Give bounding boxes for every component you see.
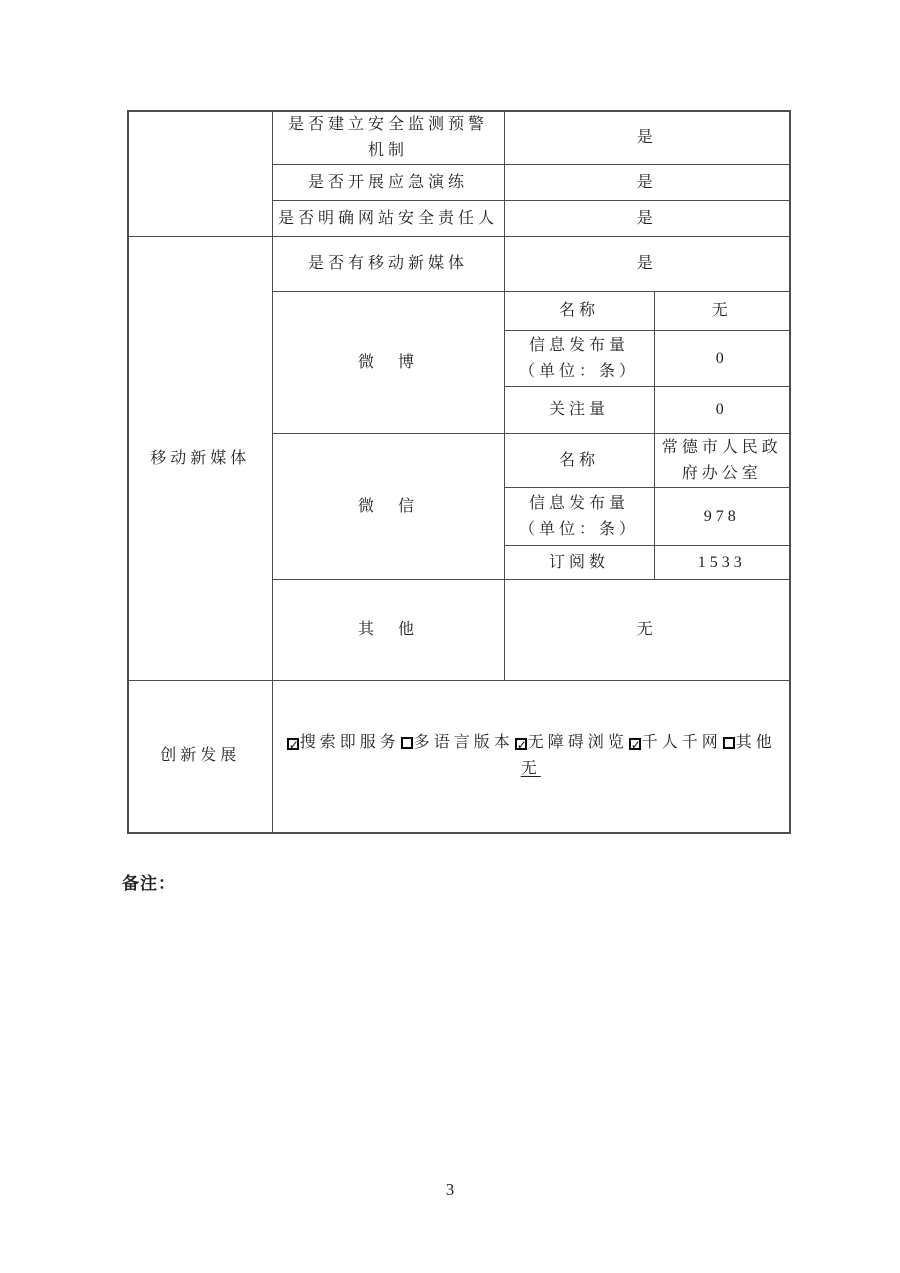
cell-has-mobile-media-value: 是 [504, 237, 790, 292]
cell-wechat-label: 微 信 [272, 434, 504, 580]
cell-has-mobile-media-label: 是否有移动新媒体 [272, 237, 504, 292]
cell-blank-section-header [128, 111, 272, 237]
cell-innovation-section-label: 创新发展 [128, 681, 272, 833]
cell-innovation-content [272, 681, 790, 833]
label-line: 信息发布量 [528, 494, 629, 512]
cell-other-media-value: 无 [504, 580, 790, 681]
innovation-option-label: 其他 [735, 734, 776, 752]
cell-mobile-media-section-label: 移动新媒体 [128, 237, 272, 681]
innovation-option [722, 734, 776, 751]
cell-wechat-volume-label [504, 488, 654, 546]
cell-wechat-name-value: 常德市人民政府办公室 [654, 434, 790, 488]
notes-label: 备注： [122, 874, 176, 893]
checkbox-checked-icon: ✓ [516, 738, 527, 753]
label-line: 是否建立安全监测预警 [287, 116, 488, 133]
cell-wechat-name-label: 名称 [504, 434, 654, 488]
cell-security-monitoring-label [272, 111, 504, 165]
cell-emergency-drill-value: 是 [504, 165, 790, 201]
annual-report-table [127, 110, 791, 834]
innovation-option-label: 搜索即服务 [299, 734, 400, 752]
innovation-option-label: 多语言版本 [413, 734, 514, 752]
innovation-option [286, 734, 400, 751]
cell-other-media-label: 其 他 [272, 580, 504, 681]
cell-weibo-name-label: 名称 [504, 292, 654, 331]
checkbox-checked-icon: ✓ [288, 738, 299, 753]
checkbox-unchecked-icon [401, 737, 413, 749]
checkbox-unchecked-icon [723, 737, 735, 749]
checkbox-checked-icon: ✓ [630, 738, 641, 753]
cell-wechat-subscribers-value: 1533 [654, 546, 790, 580]
cell-security-officer-label: 是否明确网站安全责任人 [272, 201, 504, 237]
innovation-other-line [275, 756, 788, 782]
cell-security-officer-value: 是 [504, 201, 790, 237]
cell-wechat-subscribers-label: 订阅数 [504, 546, 654, 580]
label-line: 信息发布量 [528, 336, 629, 354]
cell-weibo-name-value: 无 [654, 292, 790, 331]
label-line: 机制 [367, 142, 408, 159]
cell-emergency-drill-label: 是否开展应急演练 [272, 165, 504, 201]
innovation-option [628, 734, 722, 751]
innovation-option [514, 734, 628, 751]
cell-weibo-followers-value: 0 [654, 387, 790, 434]
cell-weibo-volume-label [504, 331, 654, 387]
cell-security-monitoring-value: 是 [504, 111, 790, 165]
innovation-option [400, 734, 514, 751]
cell-weibo-volume-value: 0 [654, 331, 790, 387]
innovation-option-label: 千人千网 [641, 734, 722, 752]
cell-weibo-followers-label: 关注量 [504, 387, 654, 434]
innovation-other-value: 无 [520, 760, 541, 778]
cell-wechat-volume-value: 978 [654, 488, 790, 546]
label-line: （单位：条） [518, 520, 639, 538]
cell-weibo-label: 微 博 [272, 292, 504, 434]
innovation-option-label: 无障碍浏览 [527, 734, 628, 752]
page-number: 3 [445, 1180, 455, 1199]
innovation-options [275, 730, 788, 756]
label-line: （单位：条） [518, 362, 639, 380]
